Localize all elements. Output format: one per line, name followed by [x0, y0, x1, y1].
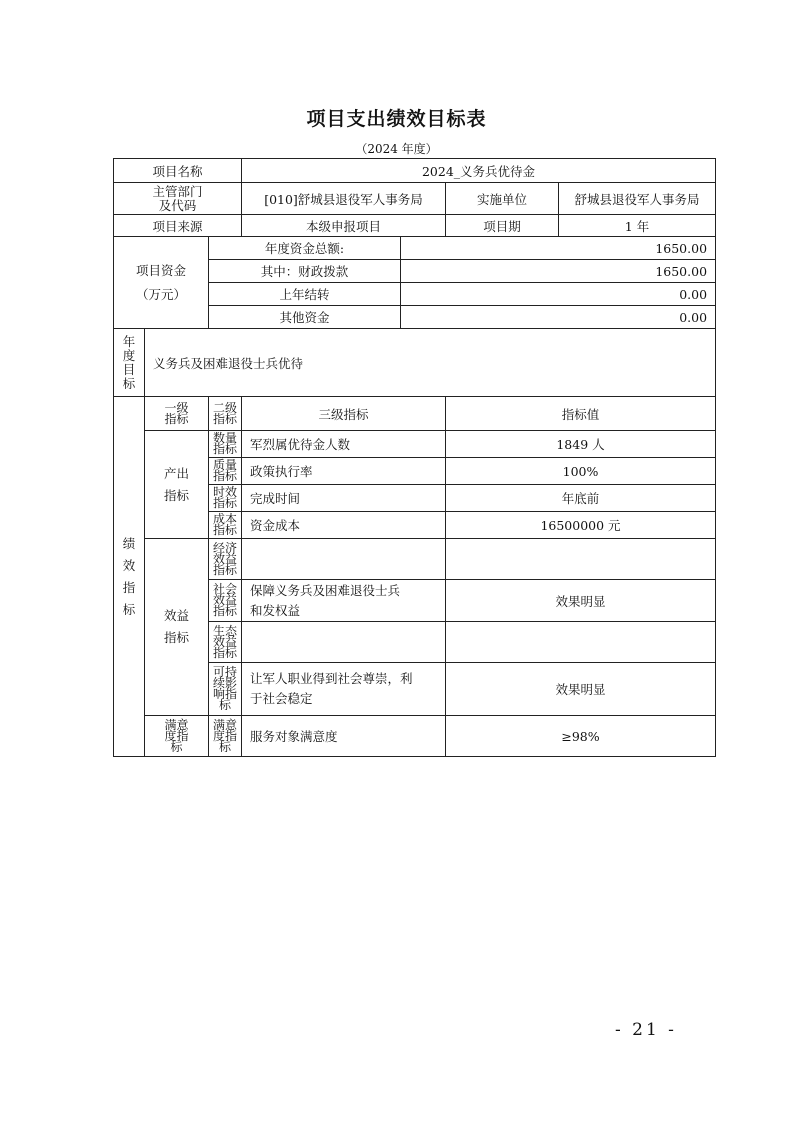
level3-cell [242, 539, 446, 580]
level3-cell: 政策执行率 [242, 458, 446, 485]
row-indicator-header [114, 397, 716, 431]
year-subtitle: （2024 年度） [355, 142, 438, 156]
level2-cell [209, 622, 242, 663]
annual-goal-label-char: 标 [122, 375, 136, 391]
level2-line: 响指 [212, 687, 237, 701]
group-satisfaction-line: 度指 [164, 728, 189, 743]
level3-cell [242, 622, 446, 663]
level2-line: 效益 [212, 634, 237, 649]
value-cell [446, 539, 716, 580]
level2-line: 质量 [212, 458, 237, 472]
annual-goal-label [114, 329, 145, 397]
value-cell: ≥98% [446, 716, 716, 757]
source-value: 本级申报项目 [242, 215, 446, 237]
group-satisfaction-line: 满意 [164, 717, 189, 732]
header-level1 [145, 397, 209, 431]
dept-label [114, 183, 242, 215]
period-label: 项目期 [446, 215, 559, 237]
performance-target-table [113, 158, 716, 757]
group-benefit [145, 539, 209, 716]
period-value: 1 年 [559, 215, 716, 237]
level2-line: 效益 [212, 551, 237, 566]
level3-line: 和发权益 [250, 602, 301, 618]
level2-cell [209, 431, 242, 458]
dept-value: [010]舒城县退役军人事务局 [242, 183, 446, 215]
project-name-value: 2024_义务兵优待金 [242, 159, 716, 183]
impl-unit-label: 实施单位 [446, 183, 559, 215]
group-output [145, 431, 209, 539]
annual-goal-label-char: 度 [122, 347, 136, 363]
indicator-side-char: 绩 [122, 535, 136, 551]
level2-line: 指标 [212, 645, 237, 660]
level3-cell: 资金成本 [242, 512, 446, 539]
header-level2 [209, 397, 242, 431]
level2-line: 指标 [212, 604, 237, 618]
level2-line: 指标 [212, 523, 237, 537]
level2-line: 经济 [212, 540, 237, 555]
indicator-row [114, 431, 716, 458]
funds-row-value: 1650.00 [401, 260, 716, 283]
row-department [114, 183, 716, 215]
level2-line: 社会 [212, 582, 237, 596]
indicator-side-char: 指 [122, 579, 136, 595]
indicator-row [114, 716, 716, 757]
value-cell [446, 622, 716, 663]
level3-cell [242, 580, 446, 622]
funds-row-label: 其他资金 [209, 306, 401, 329]
row-source [114, 215, 716, 237]
funds-row-value: 1650.00 [401, 237, 716, 260]
level3-line: 保障义务兵及困难退役士兵 [250, 582, 401, 598]
level2-line: 满意 [212, 717, 237, 732]
level3-cell [242, 663, 446, 716]
level2-line: 效益 [212, 593, 237, 607]
level2-line: 标 [218, 739, 231, 754]
level2-line: 数量 [212, 431, 237, 445]
funds-label-line1: 项目资金 [135, 262, 186, 278]
level2-cell [209, 512, 242, 539]
impl-unit-value: 舒城县退役军人事务局 [559, 183, 716, 215]
level2-line: 指标 [212, 562, 237, 577]
level3-cell: 服务对象满意度 [242, 716, 446, 757]
group-satisfaction [145, 716, 209, 757]
level2-line: 生态 [212, 623, 237, 638]
level2-cell [209, 663, 242, 716]
dept-label-line2: 及代码 [158, 197, 197, 213]
indicator-side-label [114, 397, 145, 757]
row-project-name [114, 159, 716, 183]
level2-line: 指标 [212, 496, 237, 510]
group-satisfaction-line: 标 [170, 739, 183, 754]
funds-label-line2: （万元） [135, 286, 186, 302]
annual-goal-label-char: 目 [122, 361, 136, 377]
indicator-side-char: 效 [122, 557, 136, 573]
header-level1-line: 一级 [164, 400, 189, 415]
level2-cell [209, 539, 242, 580]
level2-cell [209, 485, 242, 512]
header-level1-line: 指标 [164, 411, 189, 426]
level2-line: 度指 [212, 728, 237, 743]
level2-cell [209, 580, 242, 622]
row-funds-total [114, 237, 716, 260]
group-output-line: 产出 [163, 465, 189, 481]
level3-line: 于社会稳定 [250, 691, 313, 706]
group-benefit-line: 指标 [163, 630, 189, 645]
source-label: 项目来源 [114, 215, 242, 237]
level3-cell: 完成时间 [242, 485, 446, 512]
funds-label [114, 237, 209, 329]
header-level3: 三级指标 [242, 397, 446, 431]
group-output-line: 指标 [163, 487, 189, 503]
value-cell: 年底前 [446, 485, 716, 512]
annual-goal-text: 义务兵及困难退役士兵优待 [145, 329, 716, 397]
row-annual-goal [114, 329, 716, 397]
level2-line: 标 [218, 698, 231, 712]
dept-label-line1: 主管部门 [152, 183, 203, 199]
level3-cell: 军烈属优待金人数 [242, 431, 446, 458]
value-cell: 效果明显 [446, 580, 716, 622]
level2-cell [209, 716, 242, 757]
value-cell: 100% [446, 458, 716, 485]
header-value: 指标值 [446, 397, 716, 431]
level2-line: 时效 [212, 485, 237, 499]
level3-line: 让军人职业得到社会尊崇，利 [250, 671, 413, 686]
value-cell: 1849 人 [446, 431, 716, 458]
indicator-row [114, 539, 716, 580]
annual-goal-label-char: 年 [122, 333, 136, 349]
level2-line: 可持 [212, 665, 237, 679]
project-name-label: 项目名称 [114, 159, 242, 183]
level2-cell [209, 458, 242, 485]
level2-line: 指标 [212, 442, 237, 456]
level2-line: 续影 [212, 676, 237, 690]
header-level2-line: 指标 [212, 411, 237, 426]
level2-line: 成本 [212, 512, 237, 526]
page-number: - 21 - [615, 1020, 677, 1040]
value-cell: 效果明显 [446, 663, 716, 716]
funds-row-value: 0.00 [401, 306, 716, 329]
level2-line: 指标 [212, 469, 237, 483]
indicator-side-char: 标 [122, 601, 136, 617]
funds-row-label: 其中：财政拨款 [209, 260, 401, 283]
funds-row-value: 0.00 [401, 283, 716, 306]
funds-row-label: 年度资金总额: [209, 237, 401, 260]
funds-row-label: 上年结转 [209, 283, 401, 306]
page-title: 项目支出绩效目标表 [306, 108, 487, 130]
group-benefit-line: 效益 [163, 608, 189, 623]
header-level2-line: 二级 [212, 400, 237, 415]
value-cell: 16500000 元 [446, 512, 716, 539]
